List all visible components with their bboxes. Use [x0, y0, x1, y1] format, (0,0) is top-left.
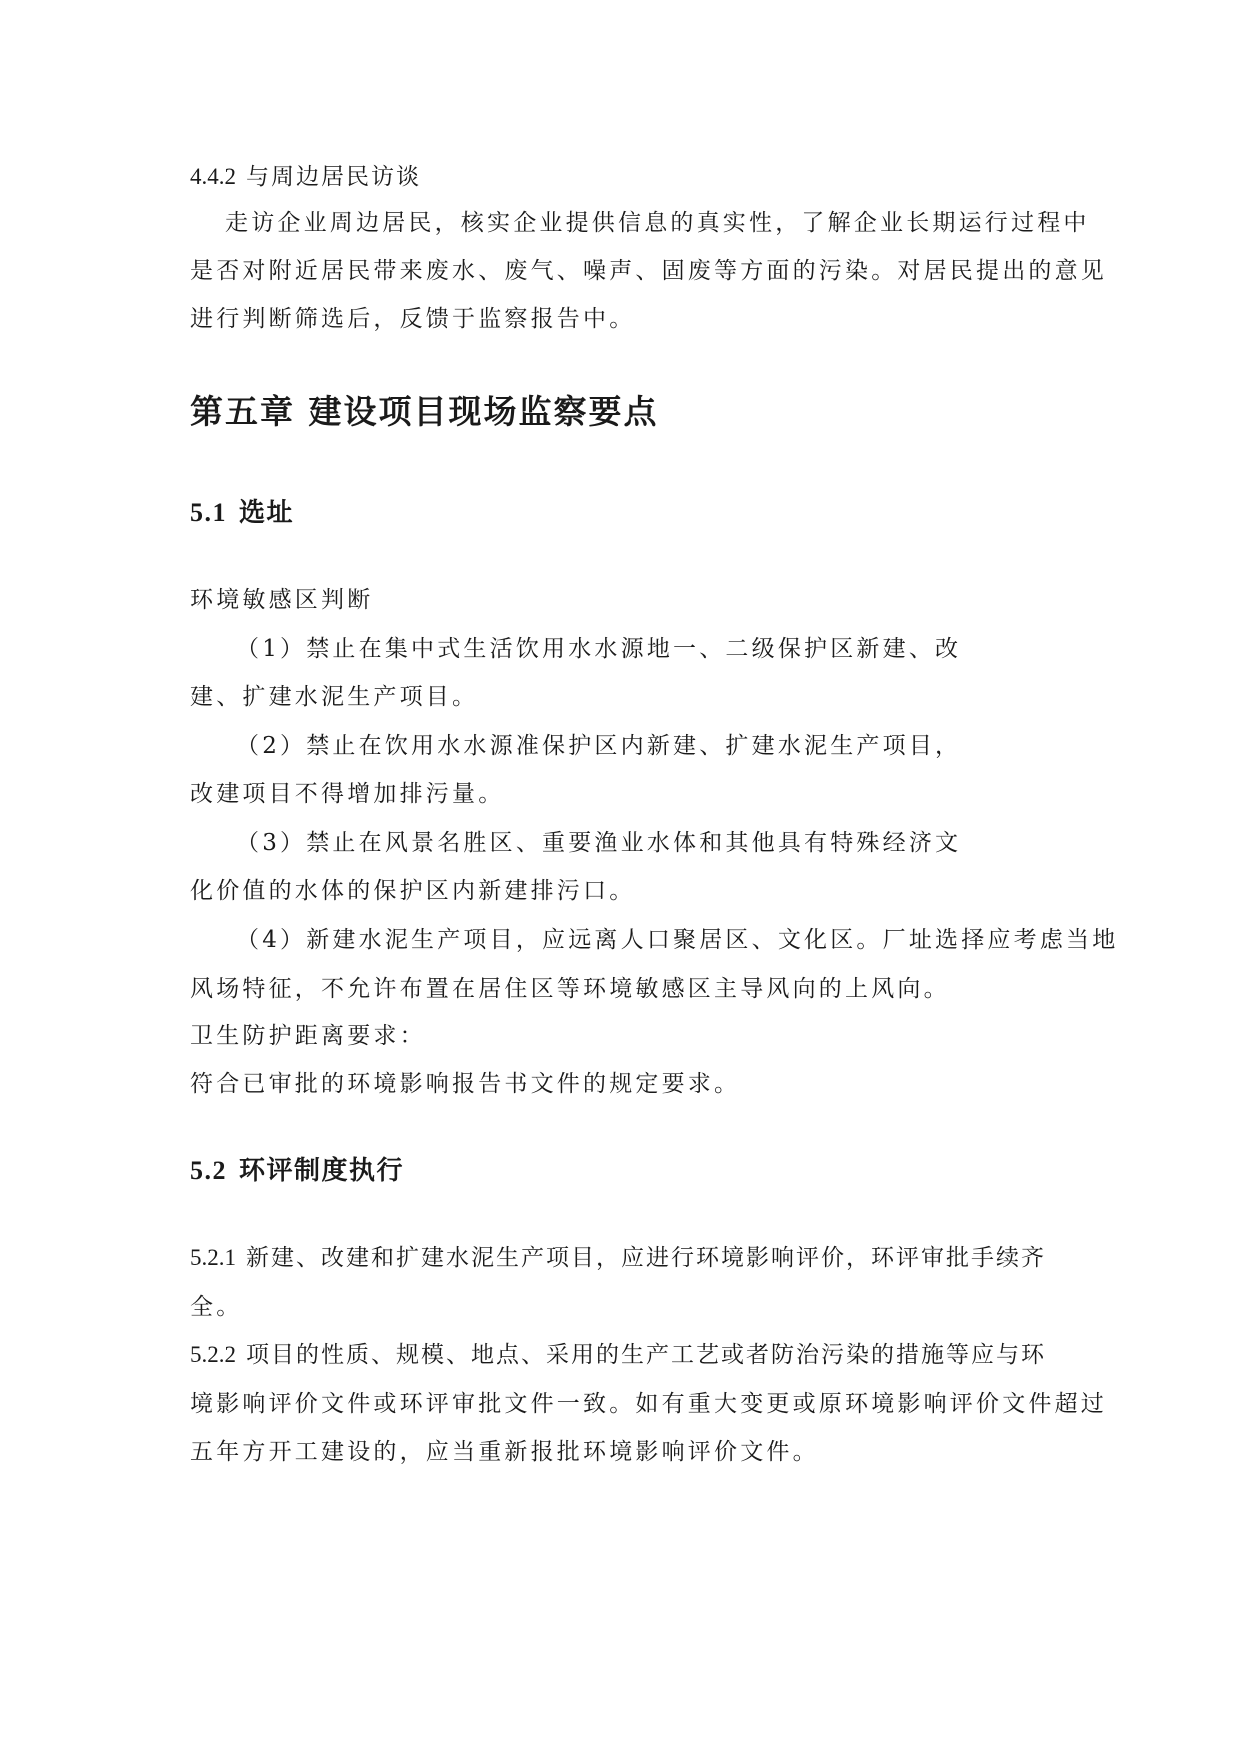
subheading: 卫生防护距离要求： [190, 1023, 426, 1049]
section-heading-5-1 [190, 496, 294, 530]
list-item-line: 风场特征，不允许布置在居住区等环境敏感区主导风向的上风向。 [190, 976, 950, 1002]
list-item-line: （3）禁止在风景名胜区、重要渔业水体和其他具有特殊经济文 [236, 830, 962, 856]
paragraph-line: 进行判断筛选后，反馈于监察报告中。 [190, 306, 636, 332]
paragraph-line [190, 1243, 1046, 1273]
list-item-line: （1）禁止在集中式生活饮用水水源地一、二级保护区新建、改 [236, 636, 962, 662]
paragraph-line [190, 1340, 1046, 1370]
section-title: 选址 [239, 498, 295, 528]
clause-text: 项目的性质、规模、地点、采用的生产工艺或者防治污染的措施等应与环 [246, 1342, 1046, 1368]
clause-number: 5.2.1 [190, 1245, 236, 1270]
list-item-line: 改建项目不得增加排污量。 [190, 781, 505, 807]
list-item-line: 建、扩建水泥生产项目。 [190, 684, 479, 710]
chapter-title: 第五章 建设项目现场监察要点 [190, 392, 659, 431]
paragraph-line: 五年方开工建设的，应当重新报批环境影响评价文件。 [190, 1439, 819, 1465]
clause-number: 5.2.2 [190, 1342, 236, 1367]
paragraph-line: 是否对附近居民带来废水、废气、噪声、固废等方面的污染。对居民提出的意见 [190, 258, 1107, 284]
section-heading-5-2 [190, 1154, 404, 1188]
subsection-title: 与周边居民访谈 [246, 164, 421, 190]
section-title: 环评制度执行 [239, 1156, 405, 1186]
clause-text: 新建、改建和扩建水泥生产项目，应进行环境影响评价，环评审批手续齐 [246, 1245, 1046, 1271]
list-item-line: （2）禁止在饮用水水源准保护区内新建、扩建水泥生产项目， [236, 733, 962, 759]
paragraph-line: 全。 [190, 1294, 243, 1320]
subsection-heading-4-4-2 [190, 162, 421, 192]
paragraph-line: 境影响评价文件或环评审批文件一致。如有重大变更或原环境影响评价文件超过 [190, 1391, 1107, 1417]
subsection-number: 4.4.2 [190, 164, 236, 189]
section-number: 5.1 [190, 498, 227, 527]
section-number: 5.2 [190, 1156, 227, 1185]
list-item-line: （4）新建水泥生产项目，应远离人口聚居区、文化区。厂址选择应考虑当地 [236, 927, 1119, 953]
list-item-line: 化价值的水体的保护区内新建排污口。 [190, 878, 636, 904]
paragraph-line: 符合已审批的环境影响报告书文件的规定要求。 [190, 1071, 741, 1097]
subheading: 环境敏感区判断 [190, 587, 374, 613]
paragraph-line: 走访企业周边居民，核实企业提供信息的真实性，了解企业长期运行过程中 [225, 210, 1090, 236]
